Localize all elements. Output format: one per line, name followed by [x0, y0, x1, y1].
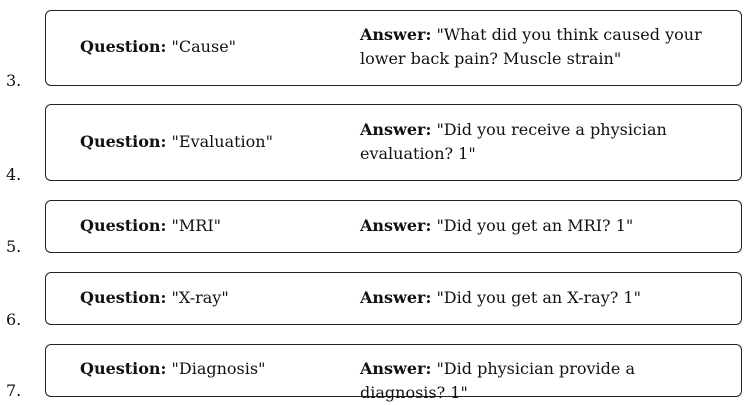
qa-card: [45, 272, 742, 325]
question-label: Question:: [80, 359, 167, 378]
answer: [360, 118, 720, 166]
qa-card: [45, 10, 742, 86]
question: [80, 214, 221, 238]
item-number: 3.: [6, 71, 22, 90]
question: [80, 357, 265, 381]
answer-value: "Did physician provide a diagnosis? 1": [360, 359, 636, 402]
answer-value: "What did you think caused your lower back pain? Muscle strain": [360, 25, 702, 68]
question-label: Question:: [80, 288, 167, 307]
item-number: 4.: [6, 165, 22, 184]
question-value: "Diagnosis": [171, 359, 266, 378]
answer-value: "Did you get an MRI? 1": [436, 216, 634, 235]
answer: [360, 214, 720, 238]
question-label: Question:: [80, 37, 167, 56]
answer: [360, 23, 720, 71]
question-value: "X-ray": [171, 288, 229, 307]
item-number: 7.: [6, 381, 22, 400]
question-label: Question:: [80, 132, 167, 151]
qa-card: [45, 200, 742, 253]
question: [80, 286, 229, 310]
answer: [360, 357, 720, 405]
answer-label: Answer:: [360, 25, 432, 44]
item-number: 6.: [6, 310, 22, 329]
qa-card: [45, 344, 742, 402]
question: [80, 35, 236, 59]
question-value: "MRI": [171, 216, 221, 235]
answer-value: "Did you receive a physician evaluation? 1": [360, 120, 667, 163]
item-number: 5.: [6, 237, 22, 256]
answer-label: Answer:: [360, 120, 432, 139]
question-value: "Evaluation": [171, 132, 273, 151]
question: [80, 130, 273, 154]
answer-label: Answer:: [360, 216, 432, 235]
answer-label: Answer:: [360, 288, 432, 307]
answer: [360, 286, 720, 310]
question-label: Question:: [80, 216, 167, 235]
answer-label: Answer:: [360, 359, 432, 378]
answer-value: "Did you get an X-ray? 1": [436, 288, 641, 307]
qa-card: [45, 104, 742, 181]
question-value: "Cause": [171, 37, 237, 56]
